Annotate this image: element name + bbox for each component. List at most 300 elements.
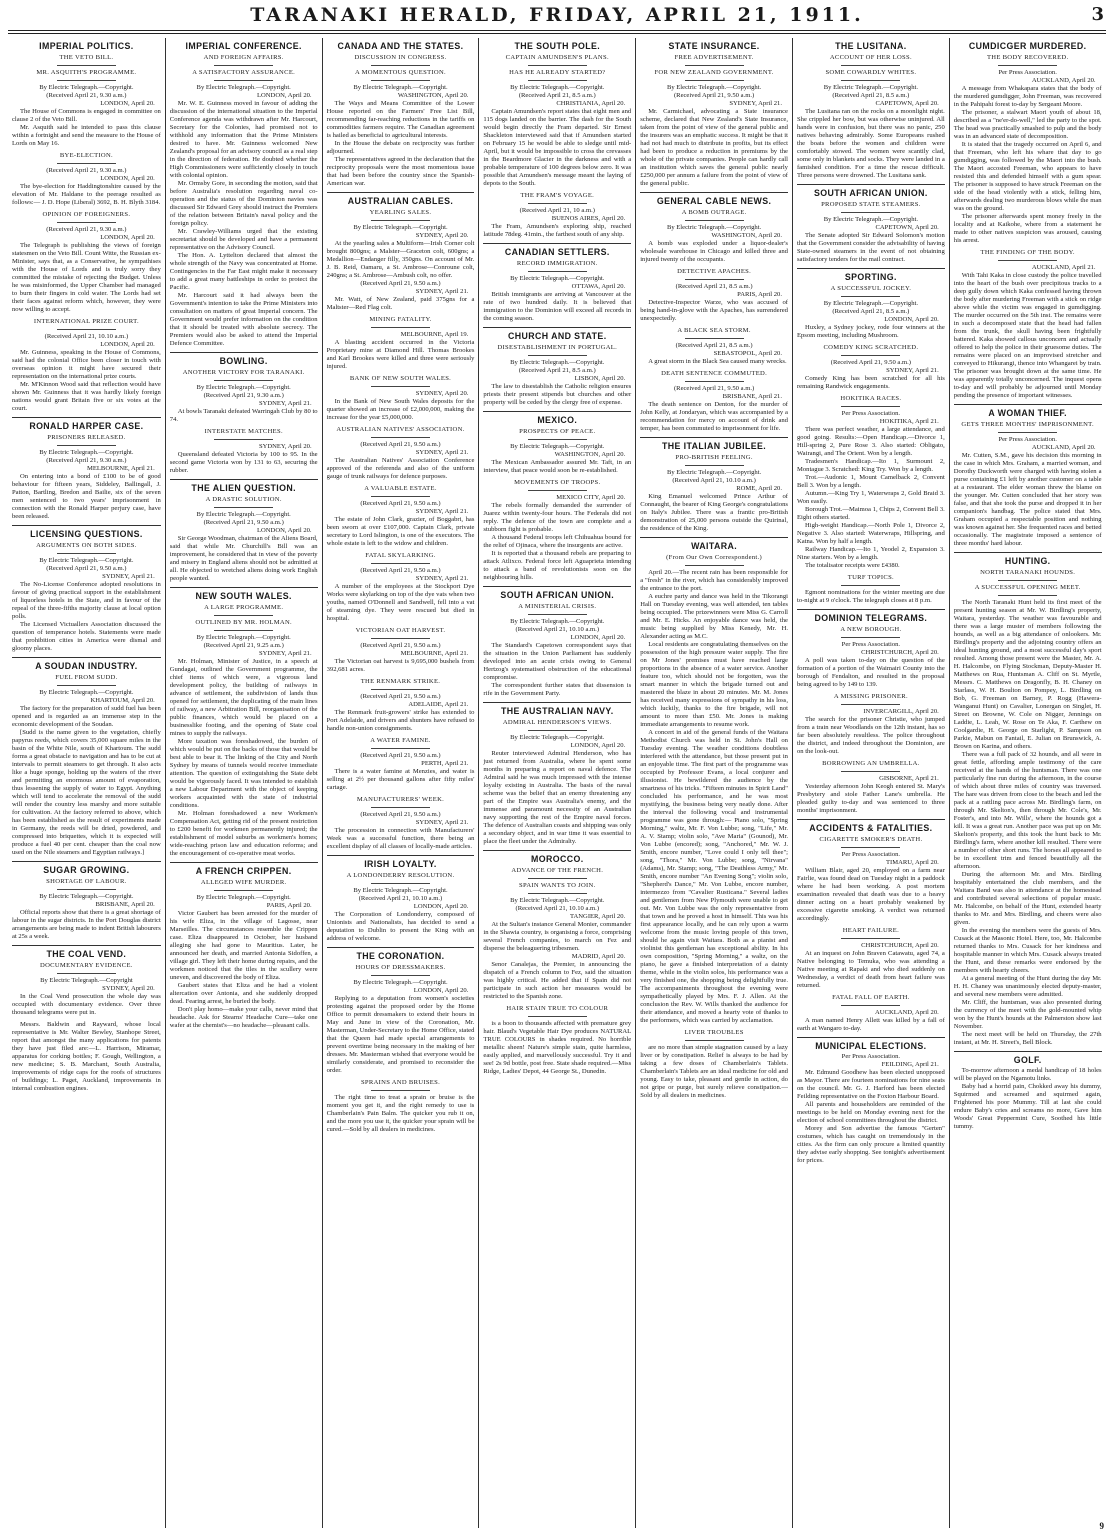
article-subheading: FATAL SKYLARKING.	[365, 552, 436, 559]
short-rule	[371, 748, 430, 749]
article	[327, 192, 475, 312]
article	[12, 152, 161, 207]
column-rule	[12, 945, 161, 946]
article	[797, 1037, 945, 1165]
byline: (Received April 21, 9.30 a.m.)	[46, 457, 127, 464]
byline: Per Press Association.	[998, 69, 1057, 76]
dateline: AUCKLAND, April 20.	[1031, 77, 1096, 84]
short-rule	[685, 1040, 744, 1041]
article-subheading: SPAIN WANTS TO JOIN.	[519, 882, 596, 889]
article-subheading: (From Our Own Correspondent.)	[666, 554, 763, 561]
short-rule	[57, 65, 117, 66]
article-headline: THE LUSITANA.	[835, 41, 907, 51]
article-subheading: SHORTAGE OF LABOUR.	[46, 878, 127, 885]
short-rule	[528, 730, 587, 731]
byline: By Electric Telegraph.—Copyright.	[510, 275, 605, 282]
column-rule	[797, 268, 945, 269]
paragraph: The Licensed Victuallers Association discussed the question of temperance hotels. Statements were made that prohibition cities in America were dismal and gloomy places.	[12, 621, 161, 652]
byline: (Received April 21, 10.10 a.m.)	[358, 895, 443, 902]
paragraph: A bomb was exploded under a liquor-dealer's wholesale warehouse in Chicago and killed three and injured twenty of the occupants.	[640, 240, 788, 263]
byline: (Received April 21, 8.5 a.m.)	[518, 367, 596, 374]
article-subheading: THE BODY RECOVERED.	[986, 54, 1069, 61]
article	[797, 819, 945, 923]
paragraph: On entering into a bond of £100 to be of good behaviour for fifteen years, Siddeley, Ballingall, J. Patton, Bartling, Bredon and Bailie, six of the seven men sentenced to two years' imprisonment in connection with the Ronald Harper perjury case, have been released.	[12, 473, 161, 520]
article	[12, 525, 161, 653]
paragraph: Mr. Ormsby Gore, in seconding the motion, said that before Australia's resolution regarding naval co-operation and the status of the Dominion navies was discussed Sir Edward Grey should instruct the Premiers of the relation between Britain's naval policy and the foreign policy.	[169, 180, 318, 227]
article-headline: SUGAR GROWING.	[43, 865, 130, 875]
paragraph: The prisoner, a stalwart Maori youth of about 18, described as a "ne'er-do-well," led the party to the spot. The head was practically smashed to pulp and the body was in an advanced state of decomposition.	[953, 109, 1102, 140]
article-subheading: HAS HE ALREADY STARTED?	[509, 69, 606, 76]
article-subheading: LIVER TROUBLES	[684, 1029, 744, 1036]
article	[797, 760, 945, 815]
short-rule	[685, 279, 744, 280]
article	[327, 552, 475, 623]
dateline: LONDON, April 20.	[257, 527, 312, 534]
byline: By Electric Telegraph.—Copyright.	[823, 300, 919, 307]
paragraph: Don't play homo—make your calls, never mind that headache. Ask for Stearns' Headache Cure—take one wafer at the chemist's—no headache—pleasant calls.	[169, 1006, 318, 1029]
article-subheading: THE FRAM'S VOYAGE.	[520, 192, 595, 199]
dateline: CHRISTCHURCH, April 20.	[861, 942, 939, 949]
paragraph: The factory for the preparation of sudd fuel has been opened and is regarded as an immense step in the economic development of the Soudan.	[12, 705, 161, 728]
paragraph: The Mexican Ambassador assured Mr. Taft, in an interview, that peace would soon be re-established.	[483, 459, 632, 474]
article	[640, 327, 788, 366]
article-subheading: TURF TOPICS.	[847, 574, 894, 581]
paragraph: Victor Gaubert has been arrested for the murder of his wife Eliza, in the village of Lagosse, near Marseilles. The circumstances resemble the Crippen case. Eliza disappeared in October, her husband alleging she had gone to Mauritius. Later, he announced her death, and married Antonia Sidoffen, a village girl. They left their home during repairs, and the workmen noticed that the tiles in the scullery were uneven, and discovered the body of Eliza.	[169, 910, 318, 981]
dateline: MELBOURNE, April 19.	[400, 331, 469, 338]
paragraph: Mr. Carmichael, advocating a State insurance scheme, declared that New Zealand's State Insurance, taken from the point of view of the general public and the insurers was an emphatic success. It might be that it had not had much to distribute in profits, but its effect had been to produce a reduction in premiums by the whole of the private companies. People can hardly call an institution which saves the general public nearly £250,000 per annum a failure from the point of view of the general public.	[640, 108, 788, 187]
column-rule	[12, 417, 161, 418]
paragraph: In the Bank of New South Wales deposits for the quarter showed an increase of £2,000,000, making the increase for the year £5,000,000.	[326, 398, 475, 421]
dateline: OTTAWA, April 20.	[571, 283, 626, 290]
paragraph: There is a water famine at Menzies, and water is selling at 2½ per thousand gallons after fifty miles' cartage.	[326, 768, 475, 791]
article-headline: CUMDICGER MURDERED.	[968, 41, 1087, 51]
article	[954, 404, 1102, 548]
byline: (Received April 21, 9.30 a.m.)	[46, 92, 127, 99]
byline: (Received April 21, 9.30 a.m.)	[46, 167, 127, 174]
paragraph: The prisoner afterwards spent money freely in the locality and at Kaikohe, where from a statement he made to other natives suspicion was aroused, causing his arrest.	[953, 213, 1102, 244]
short-rule	[528, 893, 587, 894]
byline: By Electric Telegraph.—Copyright.	[39, 449, 134, 456]
paragraph: The Senate adopted Sir Edward Solomon's motion that the Government consider the advisability of having State-owned steamers in the event of not obtaining satisfactory tenders for the mail contract.	[796, 232, 945, 263]
column-rule	[170, 862, 318, 863]
dateline: LONDON, April 20.	[100, 175, 155, 182]
column-rule	[12, 525, 161, 526]
paragraph: Tradesmen's Handicap.—Ito 1, Surmount 2, Montague 3. Scratched: King Try. Won by a length.	[796, 458, 945, 473]
article-subheading: A MISSING PRISONER.	[833, 693, 908, 700]
article	[797, 609, 945, 689]
dateline: WASHINGTON, April 20.	[711, 232, 782, 239]
short-rule	[841, 406, 900, 407]
article	[12, 211, 161, 314]
byline: By Electric Telegraph.—Copyright.	[196, 634, 291, 641]
dateline: GISBORNE, April 21.	[879, 775, 939, 782]
byline: By Electric Telegraph.—Copyright.	[353, 84, 448, 91]
paragraph: The bye-election for Haddingtonshire caused by the elevation of Mr. Haldane to the peerage resulted as follows:— J. D. Hope (Liberal) 3692, B. H. Blyth 3184.	[12, 183, 161, 206]
short-rule	[214, 615, 273, 616]
dateline: INVERCARGILL, April 20.	[863, 708, 939, 715]
column-rule	[483, 702, 631, 703]
paragraph: Mr. Guinness, speaking in the House of Commons, said had the colonial Office been closer in touch with overseas opinion it might have secured their representation on the international prize courts.	[12, 349, 161, 380]
article	[640, 192, 788, 264]
column-5	[635, 38, 792, 1528]
page-number: 3	[1091, 4, 1104, 25]
short-rule	[57, 685, 117, 686]
short-rule	[371, 220, 430, 221]
short-rule	[685, 338, 744, 339]
article	[327, 947, 475, 1075]
byline: (Received April 21, 8.5 a.m.)	[675, 283, 753, 290]
article-headline: IRISH LOYALTY.	[364, 859, 437, 869]
paragraph: Replying to a deputation from women's societies protesting against the proposed order by the Home Office to permit dressmakers to extend their hours in May and June in view of the Coronation, Mr. Masterman, Under-Secretary to the Home Office, stated that the Queen had made special arrangements to prevent overtime being necessary in the making of her dresses. Mr. Masterman wished that everyone would be similarly considerate, and promised to reconsider the order.	[326, 995, 475, 1074]
short-rule	[685, 565, 744, 566]
article	[12, 945, 161, 1017]
article-subheading: A SUCCESSFUL OPENING MEET.	[974, 584, 1081, 591]
article-headline: SOUTH AFRICAN UNION.	[814, 188, 928, 198]
byline: By Electric Telegraph.—Copyright.	[39, 557, 134, 564]
article	[797, 41, 945, 180]
article-subheading: VICTORIAN OAT HARVEST.	[355, 627, 446, 634]
article-headline: A SOUDAN INDUSTRY.	[35, 661, 138, 671]
article	[12, 1021, 161, 1093]
paragraph: Mr. Cliff, the huntsman, was also presented during the currency of the meet with the gold-mounted whip won by the Hunt's hounds at the Palmerston show last November.	[953, 999, 1102, 1030]
paragraph: The Victorian oat harvest is 9,695,000 bushels from 392,681 acres.	[326, 658, 475, 673]
paragraph: Detective-Inspector Warze, who was accused of being hand-in-glove with the Apaches, has surrendered unexpectedly.	[640, 299, 788, 322]
article	[12, 861, 161, 941]
dateline: KHARTOUM, April 20.	[90, 697, 155, 704]
article-headline: THE SOUTH POLE.	[514, 41, 601, 51]
dateline: HOKITIKA, April 21.	[879, 418, 939, 425]
paragraph: The correspondent further states that dissension is rife in the Government Party.	[483, 682, 632, 697]
byline: Per Press Association.	[998, 436, 1057, 443]
article	[170, 428, 318, 475]
paragraph: British immigrants are arriving at Vancouver at the rate of two hundred daily. It is believed that immigration to the Dominion will exceed all records in the coming season.	[483, 291, 632, 322]
article-subheading: DISESTABLISHMENT IN PORTUGAL.	[497, 344, 618, 351]
paragraph: At an inquest on John Braven Catawatu, aged 74, a Native belonging to Temuka, who was attending a Native meeting at Rapaki and who died suddenly on Wednesday, a verdict of death from heart failure was returned.	[796, 950, 945, 989]
column-rule	[954, 1051, 1102, 1052]
article-headline: THE ALIEN QUESTION.	[191, 483, 296, 493]
short-rule	[528, 614, 587, 615]
short-rule	[371, 638, 430, 639]
short-rule	[214, 507, 273, 508]
byline: By Electric Telegraph.—Copyright.	[510, 84, 605, 91]
short-rule	[371, 563, 430, 564]
column-rule	[483, 850, 631, 851]
article-headline: IMPERIAL POLITICS.	[39, 41, 134, 51]
dateline: PERTH, April 21.	[421, 760, 469, 767]
byline: (Received April 21, 9.25 a.m.)	[203, 642, 284, 649]
article-subheading: MANUFACTURERS' WEEK.	[356, 796, 445, 803]
dateline: WASHINGTON, April 20.	[554, 451, 626, 458]
byline: By Electric Telegraph.—Copyright.	[510, 359, 605, 366]
article-headline: RONALD HARPER CASE.	[29, 421, 144, 431]
column-rule	[12, 657, 161, 658]
article	[483, 1005, 631, 1076]
short-rule	[528, 1016, 587, 1017]
paragraph: Mr. Watt, of New Zealand, paid 375gns for a Maltster—Red Flag colt.	[326, 296, 475, 311]
paragraph: are no more than simple stagnation caused by a lazy liver or by constipation. Relief is always to be had by taking a few doses of Chamberlain's Tablets. Chamberlain's Tablets are an ideal medicine for old and young. Easy to take, pleasant and gentle in action, do not gripe or purge, but surely relieve constipation.—Sold by all dealers in medicines.	[640, 1044, 788, 1099]
article-subheading: A NEW BOROUGH.	[840, 626, 902, 633]
byline: (Received April 21, 10 a.m.)	[519, 207, 595, 214]
article-headline: AUSTRALIAN CABLES.	[347, 196, 454, 206]
dateline: SYDNEY, April 20.	[415, 232, 469, 239]
article-subheading: INTERSTATE MATCHES.	[204, 428, 283, 435]
paragraph: The House of Commons is engaged in committee on clause 2 of the Veto Bill.	[12, 108, 161, 123]
columns-container	[8, 38, 1106, 1528]
column-rule	[327, 947, 475, 948]
article	[483, 479, 631, 582]
dateline: SYDNEY, April 21.	[102, 573, 155, 580]
short-rule	[685, 465, 744, 466]
article-subheading: THE FINDING OF THE BODY.	[980, 249, 1075, 256]
dateline: SYDNEY, April 20.	[102, 985, 155, 992]
article	[12, 318, 161, 413]
article	[170, 352, 318, 424]
article	[640, 268, 788, 323]
article	[483, 41, 631, 188]
article-subheading: THE RENMARK STRIKE.	[360, 678, 441, 685]
byline: (Received April 21, 8.5 a.m.)	[832, 308, 910, 315]
short-rule	[528, 203, 587, 204]
article-headline: BOWLING.	[219, 356, 268, 366]
paragraph: High-weight Handicap.—North Pole 1, Divorce 2, Negative 3. Also started: Waterwraps, Hillspring, and Katna. Won by half a length.	[796, 522, 945, 545]
column-rule	[170, 352, 318, 353]
article-headline: GOLF.	[1013, 1055, 1042, 1065]
article-subheading: DOCUMENTARY EVIDENCE.	[40, 962, 133, 969]
short-rule	[841, 637, 900, 638]
article	[640, 537, 788, 1025]
article	[797, 344, 945, 391]
paragraph: Messrs. Baldwin and Rayward, whose local representative is Mr. Walter Bewley, Stanhope Street, report that amongst the many applications for patents they have just filed are:—L. Harrison, Miramar, apparatus for corking bottles; F. Gough, Wellington, a new medicine; S. B. Marchant, South Australia, improvements of ridge caps for the roofs of structures of buildings; L. Paget, Auckland, improvements in internal combustion engines.	[12, 1021, 161, 1092]
paragraph: Sir George Woodman, chairman of the Aliens Board, said that while Mr. Churchill's Bill was an improvement, he considered that in view of the poverty and misery in England aliens should not be admitted at all. He objected to wretched aliens doing work English people wanted.	[169, 535, 318, 582]
byline: By Electric Telegraph.—Copyright.	[510, 734, 605, 741]
short-rule	[841, 65, 900, 66]
paragraph: The Renmark fruit-growers' strike has extended to Port Adelaide, and drivers and shunters have refused to handle non-union consignments.	[326, 709, 475, 732]
paragraph: Senor Canalejas, the Premier, in announcing the dispatch of a French column to Fez, said the situation was highly critical. He added that if Spain did not participate in such action her measures would be restricted to the Spanish zone.	[483, 961, 632, 1000]
short-rule	[528, 80, 587, 81]
column-3	[322, 38, 479, 1528]
article	[954, 552, 1102, 1047]
article	[483, 850, 631, 1001]
short-rule	[371, 807, 430, 808]
column-1	[8, 38, 165, 1528]
article	[954, 1051, 1102, 1131]
article-subheading: HAIR STAIN TRUE TO COLOUR	[506, 1005, 609, 1012]
article-subheading: A BLACK SEA STORM.	[677, 327, 751, 334]
paragraph: The No-License Conference adopted resolutions in favour of giving practical support in the establishment of liquorless hotels in the State, and in favour of the repeal of the three-fifths majority clause at local option polls.	[12, 581, 161, 620]
paragraph: Borough Trot.—Maimoa 1, Chips 2, Convent Bell 3. Eight others started.	[796, 506, 945, 521]
byline: Per Press Association.	[841, 410, 901, 417]
article-subheading: A BOMB OUTRAGE.	[681, 209, 747, 216]
dateline: BRISBANE, April 21.	[722, 393, 782, 400]
byline: By Electric Telegraph.—Copyright.	[196, 894, 291, 901]
article-subheading: AUSTRALIAN NATIVES' ASSOCIATION.	[336, 426, 465, 433]
dateline: MEXICO CITY, April 20.	[556, 494, 626, 501]
short-rule	[841, 585, 900, 586]
column-rule	[12, 861, 161, 862]
column-rule	[483, 243, 631, 244]
article-subheading: BANK OF NEW SOUTH WALES.	[349, 375, 452, 382]
column-rule	[640, 192, 788, 193]
byline: By Electric Telegraph.—Copyright.	[196, 84, 291, 91]
short-rule	[998, 595, 1057, 596]
article-subheading: FUEL FROM SUDD.	[55, 674, 118, 681]
paragraph: A number of the employees at the Stockport Dye Works were skylarking on top of the dye vats when two youths, named O'Donnell and Sandwell, fell into a vat of steaming dye. They were rescued but died in hospital.	[326, 583, 475, 622]
short-rule	[841, 1005, 900, 1006]
short-rule	[371, 496, 430, 497]
paragraph: The estate of John Clark, grazier, of Boggabri, has been sworn at over £107,000. Captain Clark, private secretary to Lord Islington, is one of the executors. The whole estate is left to the widow and children.	[326, 516, 475, 547]
article-headline: MOROCCO.	[531, 854, 584, 864]
byline: By Electric Telegraph.—Copyright.	[196, 511, 291, 518]
dateline: LONDON, April 20.	[100, 100, 155, 107]
article-headline: HUNTING.	[1004, 556, 1051, 566]
byline: (Received April 21, 9.30 a.m.)	[203, 392, 284, 399]
article-subheading: A SUCCESSFUL JOCKEY.	[830, 285, 912, 292]
short-rule	[57, 445, 117, 446]
article	[327, 375, 475, 422]
paragraph: Mr. W. E. Guinness moved in favour of adding the discussion of the international situation to the Imperial Conference agenda was withdrawn after Mr. Harcourt, Secretary for the Colonies, had promised not to withhold any information that the Prime Ministers desired to have. Mr. Guinness welcomed New Zealand's proposal for an advisory council as a real step in the direction of federation. He doubted whether the High Commissioners were sufficiently closely in touch with colonial opinion.	[169, 100, 318, 179]
article-subheading: A MOMENTOUS QUESTION.	[354, 69, 446, 76]
article	[483, 243, 631, 323]
dateline: LONDON, April 20.	[570, 634, 626, 641]
dateline: WASHINGTON, April 20.	[397, 92, 469, 99]
article-subheading: CAPTAIN AMUNDSEN'S PLANS.	[505, 54, 609, 61]
article-subheading: FATAL FALL OF EARTH.	[832, 994, 910, 1001]
article-subheading: A SATISFACTORY ASSURANCE.	[192, 69, 296, 76]
article	[640, 370, 788, 433]
column-7	[949, 38, 1106, 1528]
article-subheading: ANOTHER VICTORY FOR TARANAKI.	[182, 369, 305, 376]
dateline: MELBOURNE, April 21.	[400, 650, 469, 657]
paragraph: Railway Handicap.—Ito 1, Yeodel 2, Expansion 3. Nine starters. Won by a length.	[796, 546, 945, 561]
paragraph: Mr. Asquith said he intended to pass this clause within a fortnight and send the measure to the House of Lords on May 16.	[12, 124, 161, 147]
byline: By Electric Telegraph.—Copyright.	[353, 887, 448, 894]
byline: (Received April 21, 9.50 a.m.)	[360, 811, 441, 818]
article-headline: THE AUSTRALIAN NAVY.	[500, 706, 614, 716]
byline: (Received April 21, 10.10 a.m.)	[515, 626, 600, 633]
byline: By Electric Telegraph.—Copyright.	[353, 224, 448, 231]
column-rule	[640, 437, 788, 438]
dateline: BUENOS AIRES, April 20.	[551, 215, 626, 222]
paragraph: Official reports show that there is a great shortage of labour in the sugar districts. In the Port Douglas district arrangements are being made to indent British labourers at 25s a week.	[12, 909, 161, 940]
byline: Per Press Association.	[841, 851, 901, 858]
article	[797, 994, 945, 1033]
article-subheading: A LONDONDERRY RESOLUTION.	[346, 872, 455, 879]
article	[483, 192, 631, 239]
article-subheading: HOKITIKA RACES.	[840, 395, 902, 402]
article	[640, 1029, 788, 1100]
article	[797, 268, 945, 340]
dateline: SYDNEY, April 20.	[258, 443, 312, 450]
article	[12, 657, 161, 857]
paragraph: A message from Whakapara states that the body of the murdered gumdigger, John Freeman, was recovered in the Pahipahi forest to-day by Sergeant Moore.	[953, 85, 1102, 108]
column-rule	[797, 819, 945, 820]
column-rule	[483, 327, 631, 328]
article-subheading: DISCUSSION IN CONGRESS.	[354, 54, 447, 61]
paragraph: Local residents are congratulating themselves on the possession of the high pressure water supply. The fire on Mr Jones' premises must have reached large proportions in the absence of a water service. Another feature too, which should not be forgotten, was the smart manner in which the brigade turned out and mastered the blaze in about 20 minutes. Mr. M. Jones has received many expressions of sympathy in his loss, which luckily, thanks to the fire brigade, will not amount to more than £50. Mr. Jones is making immediate arrangements to resume work.	[640, 641, 788, 728]
paragraph: The Lusitana ran on the rocks on a moonlight night. She crippled her bow, but was otherwise uninjured. All hands were in confusion, but there was no panic, 250 natives behaving admirably. Some Europeans rushed the boats before the women and children were comfortably stowed. The women were scantily clad, some only in blankets and socks. They were landed in a famished condition. For a time the rescue difficult. Three persons were drowned. The Lusitana sank.	[796, 108, 945, 179]
article-headline: WAITARA.	[691, 541, 738, 551]
dateline: ADELAIDE, April 21.	[408, 701, 469, 708]
short-rule	[371, 689, 430, 690]
column-rule	[954, 552, 1102, 553]
article-subheading: A WATER FAMINE.	[370, 737, 431, 744]
short-rule	[841, 704, 900, 705]
article-headline: CANADA AND THE STATES.	[337, 41, 464, 51]
paragraph: The right time to treat a sprain or bruise is the moment you get it, and the right remedy to use is Chamberlain's Pain Balm. The quicker you rub it on, and the more you use it, the quicker your sprain will be cured.—Sold by all dealers in medicines.	[326, 1094, 475, 1133]
dateline: TIMARU, April 20.	[886, 859, 939, 866]
article-subheading: RECORD IMMIGRATION.	[516, 260, 598, 267]
article-subheading: DETECTIVE APACHES.	[677, 268, 752, 275]
dateline: LONDON, April 20.	[257, 92, 312, 99]
byline: By Electric Telegraph.—Copyright.	[666, 224, 762, 231]
dateline: SYDNEY, April 20.	[415, 390, 469, 397]
article-subheading: PRO-BRITISH FEELING.	[675, 454, 753, 461]
paragraph: Mr. Harcourt said it had always been the Government's intention to take the Prime Ministers into consultation on matters of great Imperial concern. The Government would prefer information on the condition that it should be treated with absolute secrecy. The Premiers would also be asked to attend the Imperial Defence Committee.	[169, 292, 318, 347]
paragraph: Egmont nominations for the winter meeting are due to-night at 9 o'clock. The telegraph closes at 8 p.m.	[796, 589, 945, 604]
short-rule	[998, 65, 1057, 66]
short-rule	[57, 889, 117, 890]
dateline: ROME, April 20.	[736, 485, 782, 492]
byline: (Received April 21, 9.30 a.m.)	[46, 226, 127, 233]
article-headline: GENERAL CABLE NEWS.	[656, 196, 772, 206]
article	[170, 587, 318, 858]
article	[327, 737, 475, 792]
article-subheading: FREE ADVERTISEMENT.	[674, 54, 754, 61]
paragraph: With Tahi Kaka in close custody the police travelled into the heart of the bush over precipitous tracks to a deep gully down which Kaka confessed having thrown the body after murdering Freeman with a stick on ridge above while the victim was engaged in gumdigging. The murder occurred on the 5th inst. The remains were in such a decomposed state that the head had fallen from the trunk, the skull having been frightfully battered. Kaka showed callous unconcern and actually offered to help the police in their gruesome duties. The remains were placed on an improvised stretcher and conveyed to Hikurangi, thence into Whangarei by train. The prisoner was brought down at the same time. He was apparently totally unconcerned. The inquest opens to-day and will probably be adjourned until Monday pending the presence of important witnesses.	[953, 272, 1102, 399]
dateline: CHRISTCHURCH, April 20.	[861, 649, 939, 656]
paragraph: During the afternoon Mr. and Mrs. Birdling hospitably entertained the club members, and the Waitara Band was also in attendance at the homestead and contributed several selections of popular music. Mr. Halcombe, on behalf of the Hunt, extended hearty thanks to Mr. and Mrs. Birdling, and cheers were also given.	[953, 871, 1102, 926]
byline: (Received April 21, 9.50 a.m.)	[360, 567, 441, 574]
dateline: FEILDING, April 21.	[881, 1061, 939, 1068]
paragraph: The representatives agreed in the declaration that the reciprocity proposals were the most momentous issue that had been before the country since the Spanish-American war.	[326, 156, 475, 187]
article-subheading: OUTLINED BY MR. HOLMAN.	[195, 619, 292, 626]
paragraph: Morey and Son advertise the famous "Gerten" costumes, which has caught on tremendously in the cities. As the firm can only procure a limited quantity they advise early shopping. See tonight's advertisement for prices.	[796, 1125, 945, 1164]
paragraph: The Telegraph is publishing the views of foreign statesmen on the Veto Bill. Count Witte, the Russian ex-Minister, says that, as a Conservative, he sympathises with the House of Lords and is truly sorry they committed the mistake of rejecting the Budget. Unless he was misinformed, the Upper Chamber had managed to burn their fingers in cold water. The Lords had set their faces against reform which, however, they were now willing to accept.	[12, 242, 161, 313]
short-rule	[528, 65, 587, 66]
article	[170, 479, 318, 583]
article-subheading: SPRAINS AND BRUISES.	[360, 1079, 441, 1086]
dateline: PARIS, April 20.	[266, 902, 312, 909]
short-rule	[57, 973, 117, 974]
masthead-rule-double	[8, 33, 1106, 34]
short-rule	[371, 1090, 430, 1091]
paragraph: The death sentence on Denton, for the murder of John Kelly, at Jondaryan, which was accompanied by a recommendation for mercy on account of drink and temper, has been commuted to imprisonment for life.	[640, 401, 788, 432]
article-subheading: PROPOSED STATE STEAMERS.	[821, 201, 921, 208]
article-headline: MEXICO.	[537, 415, 578, 425]
article-headline: DOMINION TELEGRAMS.	[814, 613, 928, 623]
masthead	[0, 0, 1114, 34]
dateline: SYDNEY, April 21.	[886, 367, 939, 374]
byline: (Received April 21, 10.10 a.m.)	[515, 905, 600, 912]
short-rule	[57, 163, 117, 164]
dateline: CHRISTIANIA, April 20.	[556, 100, 626, 107]
article-subheading: A VALUABLE ESTATE.	[364, 485, 437, 492]
column-rule	[954, 404, 1102, 405]
column-6	[792, 38, 949, 1528]
byline: (Received April 21, 9.50 a.m.)	[673, 385, 755, 392]
article	[327, 41, 475, 188]
short-rule	[214, 380, 273, 381]
article-subheading: MOVEMENTS OF TROOPS.	[514, 479, 601, 486]
paragraph: The Hon. A. Lyttelton declared that almost the whole strength of the Navy was concentrated at Home. Contingencies in the Far East might make it necessary to add a great many battleships in order to protect the Pacific.	[169, 252, 318, 291]
paragraph: Comedy King has been scratched for all his remaining Randwick engagements.	[796, 375, 945, 390]
paragraph: At bowls Taranaki defeated Warringah Club by 80 to 74.	[169, 408, 318, 423]
short-rule	[57, 80, 117, 81]
column-rule	[327, 855, 475, 856]
paragraph: Mr. M'Kinnon Wood said that reflection would have shown Mr. Guinness that it was hardly likely foreign nations would grant Britain five or six votes at the court.	[12, 381, 161, 412]
short-rule	[841, 771, 900, 772]
paragraph: Mr. Crawley-Williams urged that the existing secretariat should be developed and have a permanent representative on the Advisory Council.	[169, 228, 318, 251]
